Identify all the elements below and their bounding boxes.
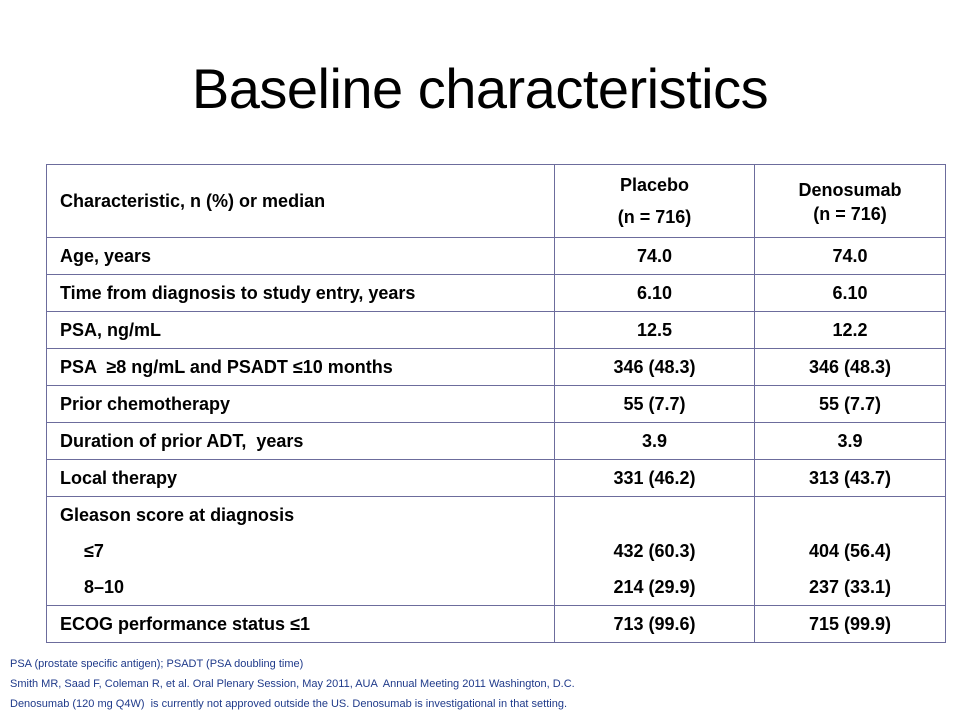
denosumab-value: 55 (7.7) xyxy=(755,386,946,423)
gleason-labels xyxy=(47,497,555,606)
gleason-title: Gleason score at diagnosis xyxy=(60,505,295,525)
footnote-disclaimer: Denosumab (120 mg Q4W) is currently not approved outside the US. Denosumab is investigational in that setting. xyxy=(10,698,568,710)
table-row xyxy=(47,349,946,386)
denosumab-value: 404 (56.4) xyxy=(808,541,892,561)
footnotes xyxy=(10,654,950,714)
header-placebo-n: (n = 716) xyxy=(617,207,692,227)
table-header-row xyxy=(47,165,946,238)
placebo-value: 74.0 xyxy=(555,238,755,275)
table-row xyxy=(47,423,946,460)
placebo-value: 432 (60.3) xyxy=(613,541,696,561)
denosumab-value: 715 (99.9) xyxy=(755,606,946,643)
header-denosumab-n: (n = 716) xyxy=(813,204,887,224)
row-label: Local therapy xyxy=(47,460,555,497)
placebo-value: 713 (99.6) xyxy=(555,606,755,643)
denosumab-value: 3.9 xyxy=(755,423,946,460)
footnote-abbreviations: PSA (prostate specific antigen); PSADT (PSA doubling time) xyxy=(10,658,304,670)
denosumab-value: 6.10 xyxy=(755,275,946,312)
gleason-sub-label: ≤7 xyxy=(84,541,104,561)
footnote-citation: Smith MR, Saad F, Coleman R, et al. Oral Plenary Session, May 2011, AUA Annual Meeting 2011 Washington, D.C. xyxy=(10,678,575,690)
gleason-row xyxy=(47,497,946,606)
placebo-value: 3.9 xyxy=(555,423,755,460)
row-label: Prior chemotherapy xyxy=(47,386,555,423)
placebo-value: 55 (7.7) xyxy=(555,386,755,423)
denosumab-value: 74.0 xyxy=(755,238,946,275)
header-placebo-name: Placebo xyxy=(619,175,690,195)
baseline-table xyxy=(46,164,946,643)
header-denosumab xyxy=(755,165,946,238)
header-placebo xyxy=(555,165,755,238)
page-title: Baseline characteristics xyxy=(191,57,769,120)
row-label: PSA, ng/mL xyxy=(47,312,555,349)
denosumab-value: 313 (43.7) xyxy=(755,460,946,497)
header-characteristic: Characteristic, n (%) or median xyxy=(47,165,555,238)
table-row xyxy=(47,606,946,643)
denosumab-value: 237 (33.1) xyxy=(808,577,892,597)
row-label: Time from diagnosis to study entry, years xyxy=(47,275,555,312)
row-label: ECOG performance status ≤1 xyxy=(47,606,555,643)
placebo-value: 12.5 xyxy=(555,312,755,349)
row-label: Duration of prior ADT, years xyxy=(47,423,555,460)
placebo-value: 346 (48.3) xyxy=(555,349,755,386)
gleason-sub-label: 8–10 xyxy=(84,577,125,597)
placebo-value: 6.10 xyxy=(555,275,755,312)
placebo-value: 214 (29.9) xyxy=(613,577,696,597)
denosumab-value: 346 (48.3) xyxy=(755,349,946,386)
row-label: PSA ≥8 ng/mL and PSADT ≤10 months xyxy=(47,349,555,386)
table-row xyxy=(47,460,946,497)
table-row xyxy=(47,275,946,312)
header-denosumab-name: Denosumab xyxy=(798,180,902,200)
table-row xyxy=(47,312,946,349)
placebo-value: 331 (46.2) xyxy=(555,460,755,497)
table-row xyxy=(47,238,946,275)
gleason-denosumab xyxy=(755,497,946,606)
table-row xyxy=(47,386,946,423)
gleason-placebo xyxy=(555,497,755,606)
denosumab-value: 12.2 xyxy=(755,312,946,349)
row-label: Age, years xyxy=(47,238,555,275)
